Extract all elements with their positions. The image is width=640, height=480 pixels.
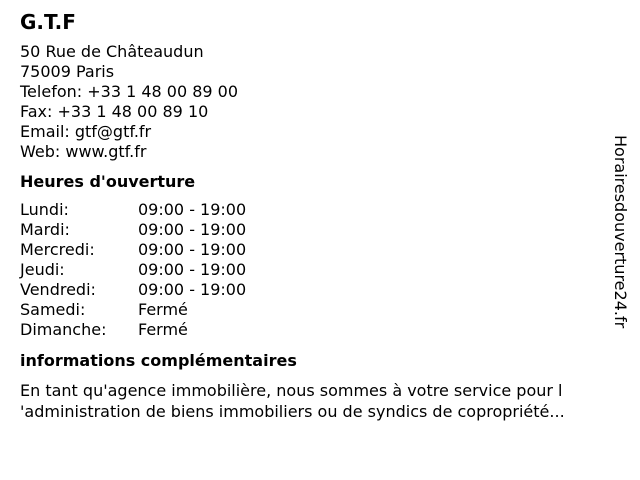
hours-row-monday: [20, 200, 615, 220]
phone-number: Telefon: +33 1 48 00 89 00: [20, 82, 239, 101]
business-card: [20, 10, 615, 422]
day-hours: 09:00 - 19:00: [138, 240, 247, 259]
day-hours: 09:00 - 19:00: [138, 280, 247, 299]
hours-row-saturday: [20, 300, 615, 320]
day-hours: 09:00 - 19:00: [138, 260, 247, 279]
address-street: 50 Rue de Châteaudun: [20, 42, 204, 61]
opening-hours-title: Heures d'ouverture: [20, 172, 196, 191]
additional-info-title: informations complémentaires: [20, 351, 297, 370]
day-label: Lundi:: [20, 200, 69, 219]
contact-block: [20, 42, 615, 162]
day-label: Mardi:: [20, 220, 70, 239]
day-label: Jeudi:: [20, 260, 65, 279]
email-address: Email: gtf@gtf.fr: [20, 122, 152, 141]
website-address: Web: www.gtf.fr: [20, 142, 147, 161]
additional-info-text: En tant qu'agence immobilière, nous sommes à votre service pour l 'administration de biens immobiliers ou de syndics de copropriété...: [20, 381, 565, 421]
day-hours: 09:00 - 19:00: [138, 220, 247, 239]
hours-row-sunday: [20, 320, 615, 340]
hours-row-thursday: [20, 260, 615, 280]
hours-row-friday: [20, 280, 615, 300]
address-city: 75009 Paris: [20, 62, 115, 81]
day-label: Samedi:: [20, 300, 86, 319]
fax-number: Fax: +33 1 48 00 89 10: [20, 102, 209, 121]
hours-row-wednesday: [20, 240, 615, 260]
day-hours: Fermé: [138, 320, 188, 339]
opening-hours-table: [20, 200, 615, 340]
company-name: G.T.F: [20, 10, 76, 34]
day-label: Vendredi:: [20, 280, 96, 299]
site-watermark: Horairesdouverture24.fr: [611, 135, 630, 329]
day-label: Dimanche:: [20, 320, 107, 339]
hours-row-tuesday: [20, 220, 615, 240]
day-hours: 09:00 - 19:00: [138, 200, 247, 219]
day-hours: Fermé: [138, 300, 188, 319]
day-label: Mercredi:: [20, 240, 95, 259]
